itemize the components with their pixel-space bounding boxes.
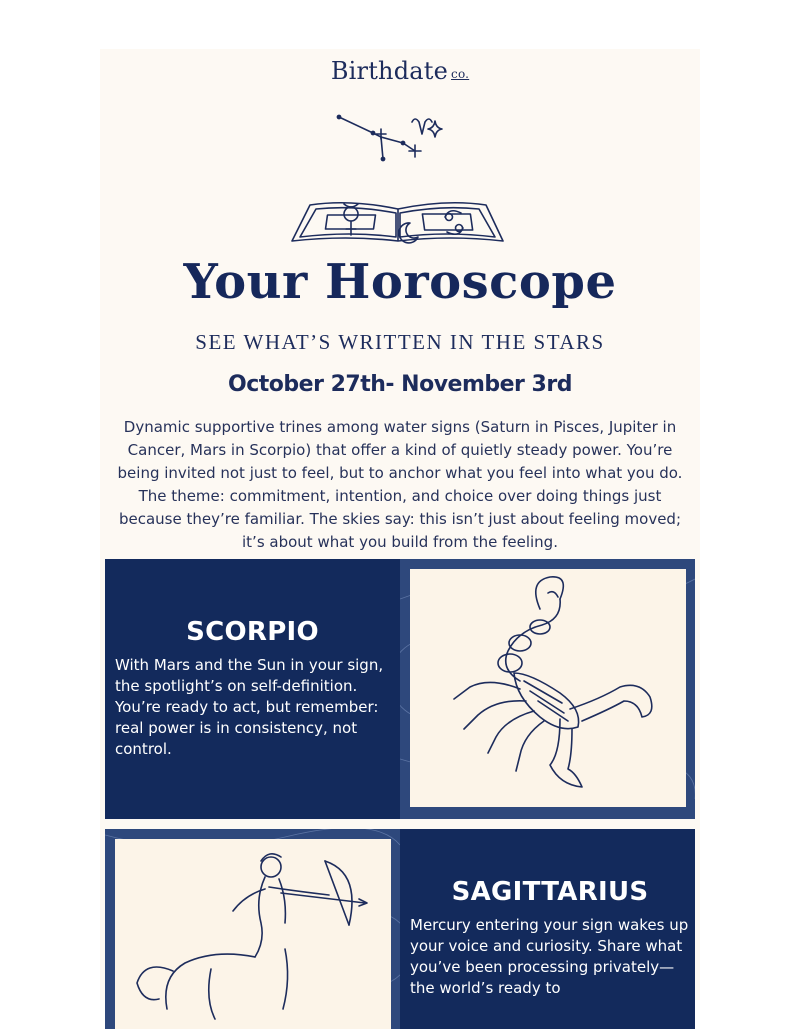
intro-text: Dynamic supportive trines among water signs (Saturn in Pisces, Jupiter in Cancer, Mars in Scorpio) that offer a kind of quietly steady power. You’re being invited not just to feel, but to anchor what you feel into what you do. The theme: commitment, intention, and choice over doing things just because they’re familiar. The skies say: this isn’t just about feeling moved; it’s about what you build from the feeling. <box>117 418 683 551</box>
sign-description: Mercury entering your sign wakes up your voice and curiosity. Share what you’ve been processing privately—the world’s ready to <box>410 916 689 997</box>
scorpio-art-card <box>410 569 686 807</box>
open-book-icon <box>290 197 505 245</box>
sign-name: SCORPIO <box>186 617 319 647</box>
centaur-archer-illustration <box>115 839 391 1029</box>
sign-name: SAGITTARIUS <box>451 877 649 907</box>
page-title: Your Horoscope <box>183 254 617 310</box>
brand-logo[interactable] <box>100 57 700 85</box>
logo-suffix: co. <box>451 67 470 81</box>
sagittarius-art-card <box>115 839 391 1029</box>
sign-text-scorpio <box>115 617 390 760</box>
sign-block-sagittarius <box>105 829 695 1029</box>
logo-text: Birthdate <box>330 57 449 85</box>
sagittarius-art-frame <box>105 829 400 1029</box>
page-subtitle: SEE WHAT’S WRITTEN IN THE STARS <box>195 330 605 354</box>
sign-description: With Mars and the Sun in your sign, the spotlight’s on self-definition. You’re ready to act, but remember: real power is in consistency, not control. <box>115 656 384 758</box>
sign-block-scorpio <box>105 559 695 819</box>
date-range: October 27th- November 3rd <box>228 372 572 397</box>
email-container <box>100 49 700 1000</box>
scorpio-art-frame <box>400 559 695 819</box>
sign-text-sagittarius <box>410 877 690 999</box>
scorpion-illustration <box>410 569 686 807</box>
